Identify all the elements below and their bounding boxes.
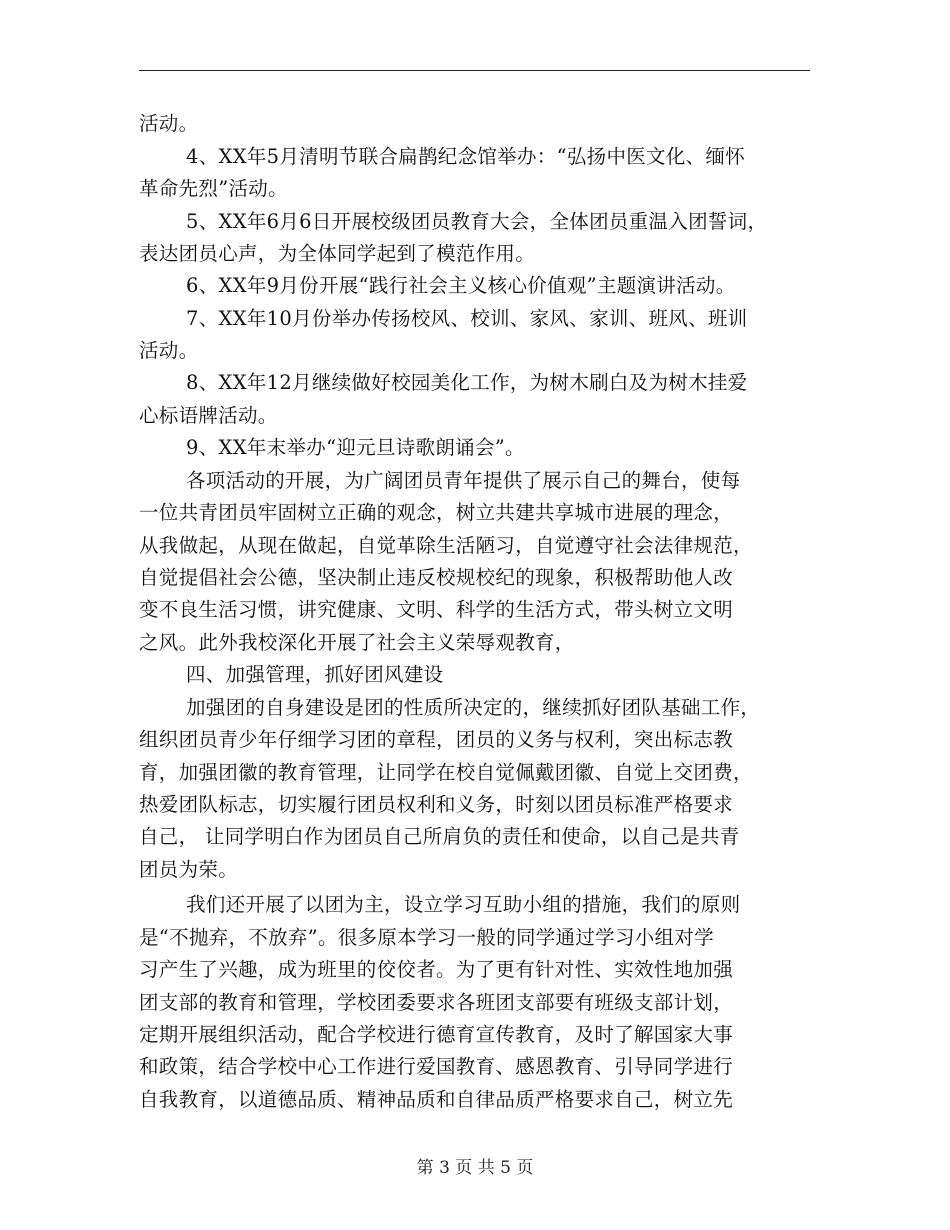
text-line: 6、XX年9月份开展“践行社会主义核心价值观”主题演讲活动。 [186, 274, 736, 297]
text-line: 7、XX年10月份举办传扬校风、校训、家风、家训、班风、班训 [186, 307, 748, 330]
text-line: 组织团员青少年仔细学习团的章程，团员的义务与权利，突出标志教 [139, 728, 734, 751]
text-line: 变不良生活习惯，讲究健康、文明、科学的生活方式，带头树立文明 [139, 598, 734, 621]
text-line: 定期开展组织活动，配合学校进行德育宣传教育，及时了解国家大事 [139, 1023, 734, 1046]
text-line: 5、XX年6月6日开展校级团员教育大会，全体团员重温入团誓词， [186, 210, 768, 233]
text-line: 热爱团队标志，切实履行团员权利和义务，时刻以团员标准严格要求 [139, 793, 734, 816]
text-line: 心标语牌活动。 [139, 404, 278, 427]
text-line: 习产生了兴趣，成为班里的佼佼者。为了更有针对性、实效性地加强 [139, 958, 734, 981]
text-line: 9、XX年末举办“迎元旦诗歌朗诵会”。 [186, 436, 525, 459]
text-line: 是“不抛弃，不放弃”。很多原本学习一般的同学通过学习小组对学 [139, 926, 714, 949]
text-line: 之风。此外我校深化开展了社会主义荣辱观教育， [139, 631, 575, 654]
text-line: 从我做起，从现在做起，自觉革除生活陋习，自觉遵守社会法律规范， [139, 534, 753, 557]
header-rule [139, 70, 810, 71]
text-line: 8、XX年12月继续做好校园美化工作，为树木刷白及为树木挂爱 [186, 371, 748, 394]
text-line: 表达团员心声，为全体同学起到了模范作用。 [139, 242, 536, 265]
text-line: 革命先烈”活动。 [139, 177, 288, 200]
text-line: 各项活动的开展，为广阔团员青年提供了展示自己的舞台，使每 [186, 469, 741, 492]
text-line: 自觉提倡社会公德，坚决制止违反校规校纪的现象，积极帮助他人改 [139, 566, 734, 589]
text-line: 育，加强团徽的教育管理，让同学在校自觉佩戴团徽、自觉上交团费， [139, 761, 753, 784]
text-line: 我们还开展了以团为主，设立学习互助小组的措施，我们的原则 [186, 893, 741, 916]
text-line: 团支部的教育和管理，学校团委要求各班团支部要有班级支部计划， [139, 991, 734, 1014]
text-line: 加强团的自身建设是团的性质所决定的，继续抓好团队基础工作， [186, 696, 761, 719]
text-line: 活动。 [139, 339, 199, 362]
page-number-footer: 第 3 页 共 5 页 [416, 1158, 534, 1178]
text-line: 和政策，结合学校中心工作进行爱国教育、感恩教育、引导同学进行 [139, 1055, 734, 1078]
section-heading: 四、加强管理，抓好团风建设 [186, 663, 444, 686]
text-line: 自我教育，以道德品质、精神品质和自律品质严格要求自己，树立先 [139, 1088, 734, 1111]
text-line: 4、XX年5月清明节联合扁鹊纪念馆举办：“弘扬中医文化、缅怀 [186, 145, 746, 168]
text-line: 一位共青团员牢固树立正确的观念，树立共建共享城市进展的理念， [139, 501, 734, 524]
text-line: 团员为荣。 [139, 858, 239, 881]
text-line: 活动。 [139, 112, 199, 135]
text-line: 自己， 让同学明白作为团员自己所肩负的责任和使命，以自己是共青 [139, 825, 740, 848]
